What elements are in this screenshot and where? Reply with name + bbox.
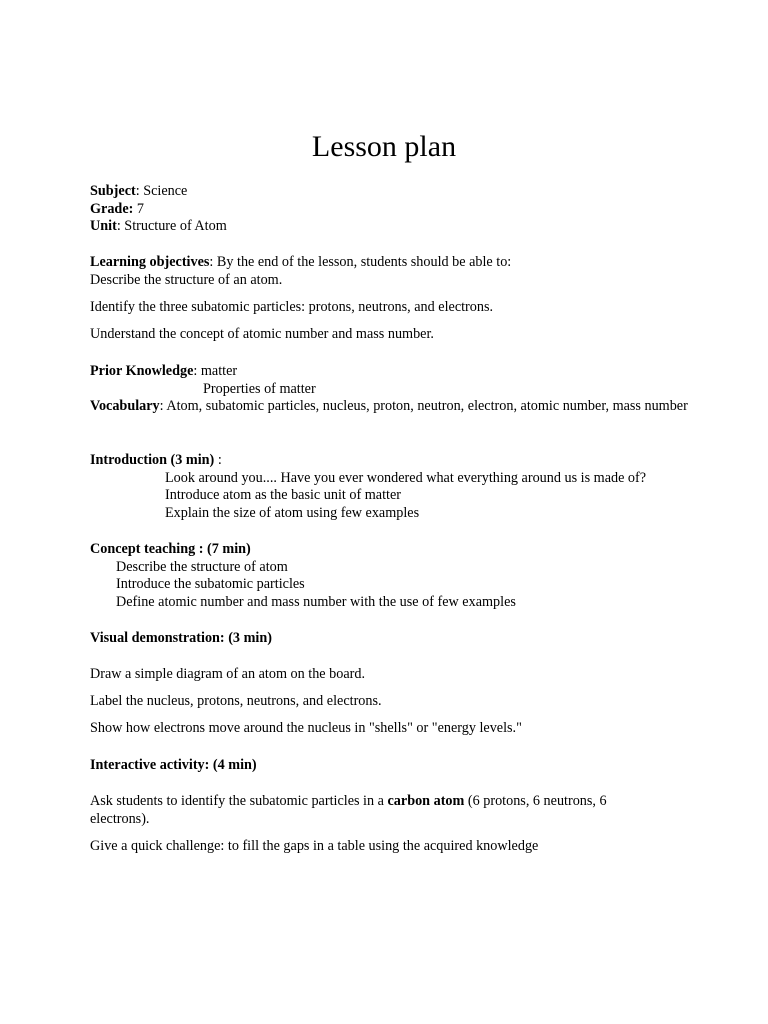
grade-label: Grade: [90,200,134,217]
prior-knowledge-value: : matter [193,363,238,379]
learning-objectives [90,254,690,289]
objective-item: Identify the three subatomic particles: protons, neutrons, and electrons. [90,299,494,315]
unit-label: Unit [90,218,117,234]
concept-item: Introduce the subatomic particles [116,576,305,592]
lesson-header [90,183,690,236]
grade-value: 7 [133,200,144,217]
objectives-heading [90,254,690,272]
subject-value: : Science [135,183,188,199]
interactive-item [90,793,650,828]
unit-value: : Structure of Atom [116,218,227,234]
visual-item: Show how electrons move around the nucleus in "shells" or "energy levels." [90,720,522,736]
visual-item: Label the nucleus, protons, neutrons, and electrons. [90,693,382,709]
introduction-label: Introduction (3 min) [90,452,215,468]
subject-line [90,183,690,201]
concept-item: Describe the structure of atom [116,558,288,575]
interactive-item-text: (6 protons, 6 neutrons, 6 electrons). [90,793,607,827]
subject-label: Subject [90,183,136,199]
objectives-label: Learning objectives [90,254,210,270]
vocabulary-label: Vocabulary [90,398,160,414]
carbon-atom-text: carbon atom [387,793,465,809]
concept-item: Define atomic number and mass number with the use of few examples [116,593,516,610]
vocabulary-line [90,398,690,416]
prior-vocab-section [90,363,690,416]
page-title: Lesson plan [311,130,457,163]
objective-item: Describe the structure of an atom. [90,271,283,288]
interactive-item: Give a quick challenge: to fill the gaps in a table using the acquired knowledge [90,838,539,854]
prior-knowledge-label: Prior Knowledge [90,363,194,379]
objective-item: Understand the concept of atomic number and mass number. [90,326,434,342]
visual-heading [90,630,690,648]
interactive-heading [90,757,690,775]
introduction-suffix: : [214,452,222,468]
visual-label: Visual demonstration: (3 min) [90,630,272,646]
interactive-item-text: Ask students to identify the subatomic particles in a [90,793,388,809]
grade-line [90,201,690,219]
visual-item: Draw a simple diagram of an atom on the board. [90,666,365,682]
introduction-item: Explain the size of atom using few examples [165,504,420,521]
introduction-heading [90,452,690,470]
concept-heading [90,541,690,559]
interactive-label: Interactive activity: (4 min) [90,757,257,773]
concept-section [90,541,690,611]
introduction-section [90,452,690,522]
prior-knowledge-line [90,363,690,381]
unit-line [90,218,690,236]
concept-label: Concept teaching : (7 min) [90,541,251,557]
prior-knowledge-extra: Properties of matter [203,380,316,397]
vocabulary-value: : Atom, subatomic particles, nucleus, proton, neutron, electron, atomic number, mass number [159,398,688,414]
objectives-intro: : By the end of the lesson, students should be able to: [209,254,512,270]
introduction-item: Look around you.... Have you ever wondered what everything around us is made of? [165,469,647,486]
introduction-item: Introduce atom as the basic unit of matter [165,487,401,503]
